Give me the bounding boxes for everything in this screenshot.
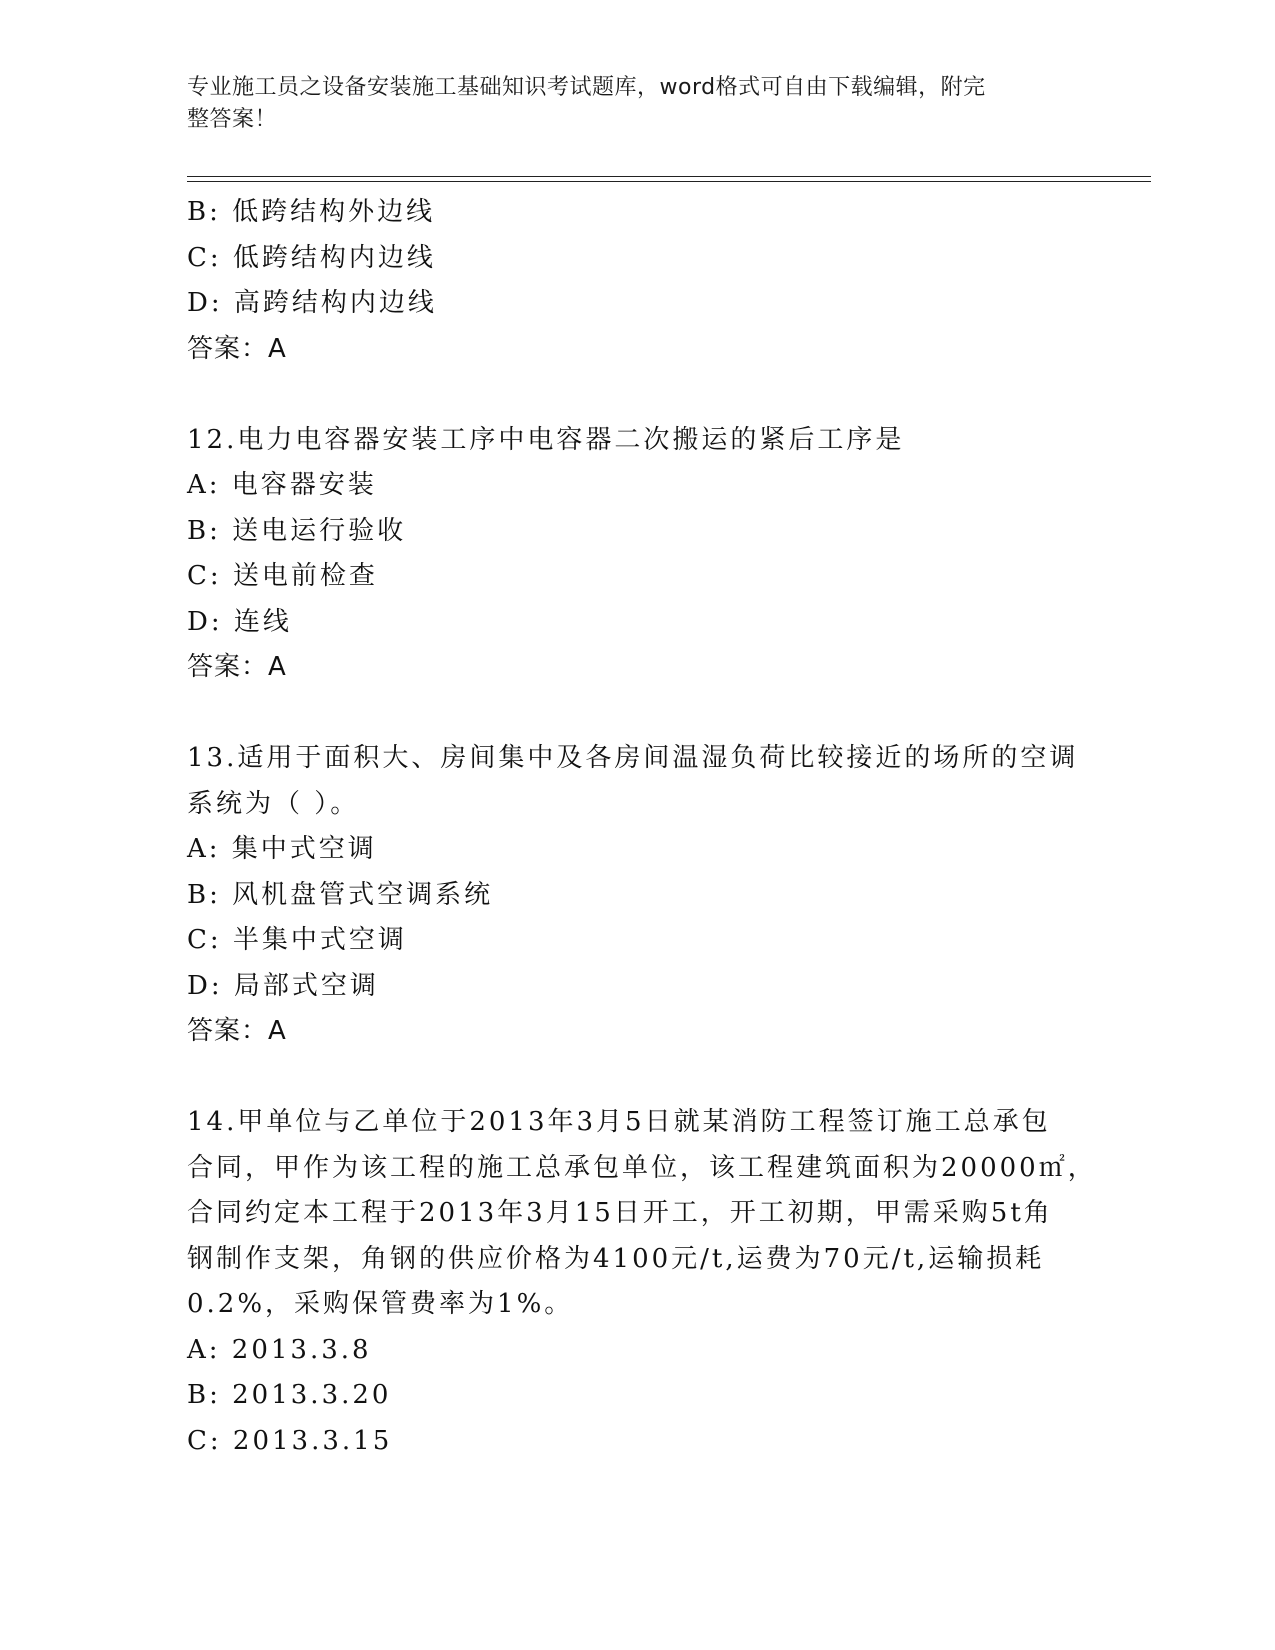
option-a: A: 集中式空调 — [187, 834, 377, 864]
spacer — [187, 691, 1067, 737]
document-body — [187, 190, 1097, 1464]
option-a: A: 电容器安装 — [187, 470, 377, 500]
option-b: B: 2013.3.20 — [187, 1380, 392, 1410]
question-stem: 14.甲单位与乙单位于2013年3月5日就某消防工程签订施工总承包 — [187, 1107, 1051, 1137]
question-stem: 合同，甲作为该工程的施工总承包单位，该工程建筑面积为20000㎡， — [187, 1152, 1097, 1183]
option-c: C: 半集中式空调 — [187, 925, 407, 955]
answer-line: 答案：A — [187, 652, 287, 682]
header-divider-top — [187, 176, 1151, 177]
spacer — [187, 372, 1067, 418]
header-divider-bottom — [187, 181, 1151, 182]
option-d: D: 连线 — [187, 606, 292, 637]
option-d: D: 高跨结构内边线 — [187, 288, 437, 318]
option-a: A: 2013.3.8 — [187, 1334, 372, 1365]
option-c: C: 低跨结构内边线 — [187, 242, 436, 273]
option-d: D: 局部式空调 — [187, 970, 379, 1001]
question-13 — [187, 736, 1079, 1055]
page-header — [187, 72, 1067, 136]
question-stem: 13.适用于面积大、房间集中及各房间温湿负荷比较接近的场所的空调 — [187, 743, 1079, 773]
header-line-2: 整答案！ — [187, 107, 278, 132]
spacer — [187, 1055, 1067, 1101]
question-14 — [187, 1100, 1097, 1464]
option-c: C: 2013.3.15 — [187, 1425, 393, 1456]
question-12 — [187, 418, 1067, 691]
question-stem: 0.2%，采购保管费率为1%。 — [187, 1289, 574, 1319]
option-b: B: 低跨结构外边线 — [187, 197, 436, 227]
option-b: B: 送电运行验收 — [187, 515, 407, 546]
answer-line: 答案：A — [187, 1016, 287, 1046]
option-c: C: 送电前检查 — [187, 561, 378, 591]
question-stem: 钢制作支架，角钢的供应价格为4100元/t,运费为70元/t,运输损耗 — [187, 1243, 1045, 1274]
question-11-continued — [187, 190, 1067, 372]
question-stem: 合同约定本工程于2013年3月15日开工，开工初期，甲需采购5t角 — [187, 1198, 1053, 1228]
question-stem: 系统为（ ）。 — [187, 788, 360, 819]
answer-line: 答案：A — [187, 333, 287, 364]
option-b: B: 风机盘管式空调系统 — [187, 879, 494, 910]
question-stem: 12.电力电容器安装工序中电容器二次搬运的紧后工序是 — [187, 424, 905, 455]
header-line-1: 专业施工员之设备安装施工基础知识考试题库，word格式可自由下载编辑，附完 — [187, 75, 986, 100]
